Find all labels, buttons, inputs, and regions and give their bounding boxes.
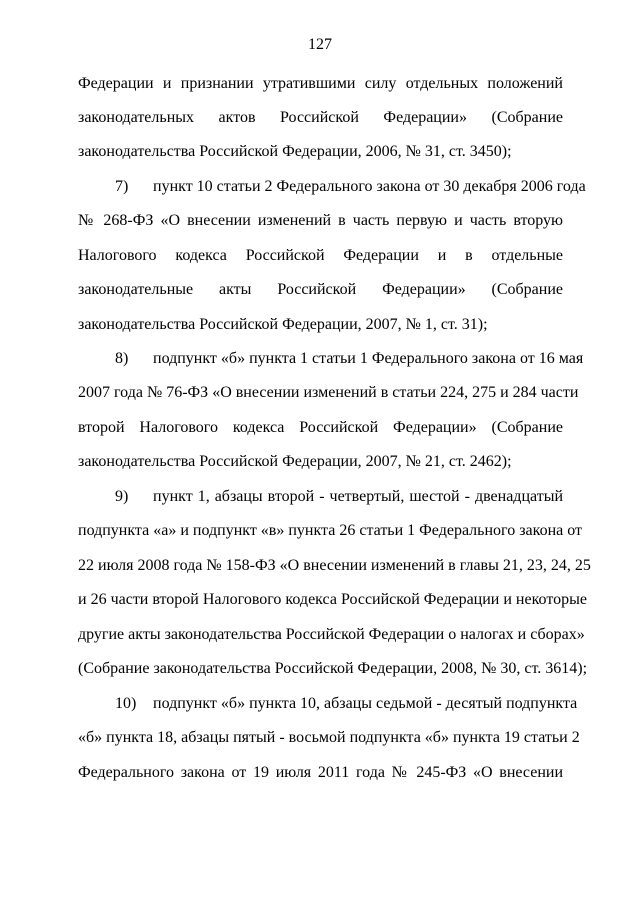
text-line: Федерации и признании утратившими силу отдельных положений	[78, 75, 563, 92]
text-line: подпункт «б» пункта 1 статьи 1 Федерального закона от 16 мая	[153, 350, 584, 367]
text-line: Федерального закона от 19 июля 2011 года № 245-ФЗ «О внесении	[78, 764, 563, 781]
text-line: 22 июля 2008 года № 158-ФЗ «О внесении изменений в главы 21, 23, 24, 25	[78, 557, 591, 574]
page-number: 127	[308, 36, 332, 53]
text-line: Налогового кодекса Российской Федерации и в отдельные	[78, 247, 563, 264]
text-line: и 26 части второй Налогового кодекса Российской Федерации и некоторые	[78, 591, 587, 608]
text-line: подпункт «б» пункта 10, абзацы седьмой - десятый подпункта	[153, 695, 578, 712]
text-line: законодательные акты Российской Федерации» (Собрание	[78, 281, 563, 298]
text-line: законодательства Российской Федерации, 2007, № 21, ст. 2462);	[78, 453, 512, 470]
list-item-9	[78, 486, 563, 508]
item-number: 7)	[115, 178, 129, 195]
text-line: № 268-ФЗ «О внесении изменений в часть первую и часть вторую	[78, 212, 563, 229]
item-number: 9)	[115, 488, 129, 505]
list-item-10	[78, 693, 578, 715]
text-line: 2007 года № 76-ФЗ «О внесении изменений в статьи 224, 275 и 284 части	[78, 384, 579, 401]
text-line: законодательных актов Российской Федерации» (Собрание	[78, 109, 563, 126]
text-line: пункт 1, абзацы второй - четвертый, шестой - двенадцатый	[153, 488, 563, 505]
text-line: законодательства Российской Федерации, 2006, № 31, ст. 3450);	[78, 143, 512, 160]
text-line: (Собрание законодательства Российской Федерации, 2008, № 30, ст. 3614);	[78, 660, 588, 677]
item-number: 10)	[115, 695, 137, 712]
text-line: законодательства Российской Федерации, 2007, № 1, ст. 31);	[78, 316, 488, 333]
text-line: пункт 10 статьи 2 Федерального закона от 30 декабря 2006 года	[153, 178, 586, 195]
list-item-7	[78, 176, 586, 198]
text-line: «б» пункта 18, абзацы пятый - восьмой подпункта «б» пункта 19 статьи 2	[78, 729, 580, 746]
text-line: другие акты законодательства Российской Федерации о налогах и сборах»	[78, 626, 585, 643]
text-line: подпункта «а» и подпункт «в» пункта 26 статьи 1 Федерального закона от	[78, 522, 583, 539]
item-number: 8)	[115, 350, 129, 367]
list-item-8	[78, 348, 584, 370]
text-line: второй Налогового кодекса Российской Федерации» (Собрание	[78, 419, 563, 436]
